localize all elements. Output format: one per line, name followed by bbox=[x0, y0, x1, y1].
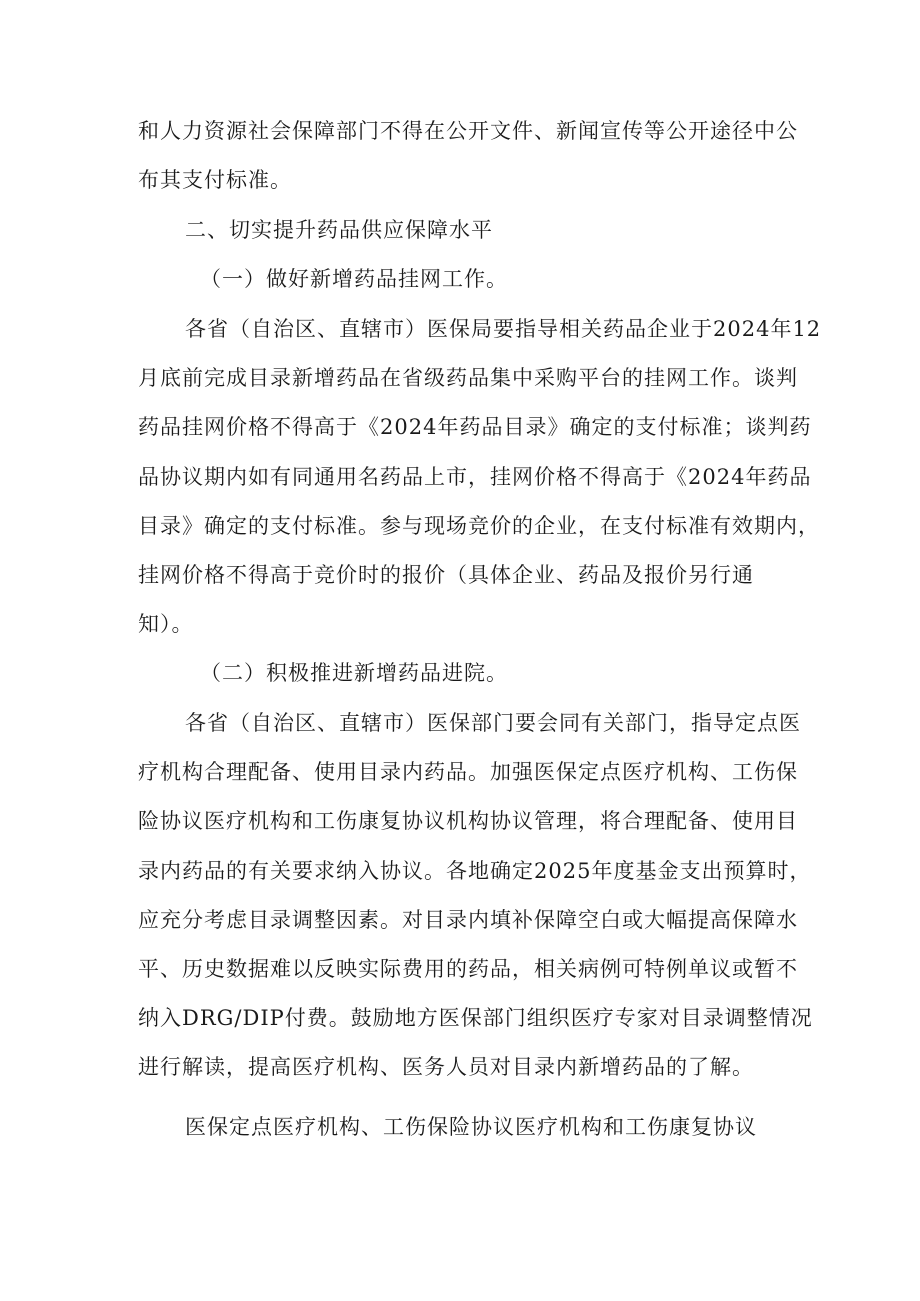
text-line: 进行解读，提高医疗机构、医务人员对目录内新增药品的了解。 bbox=[138, 1055, 754, 1079]
text-line: 疗机构合理配备、使用目录内药品。加强医保定点医疗机构、工伤保 bbox=[138, 760, 798, 784]
text-line: 各省（自治区、直辖市）医保部门要会同有关部门，指导定点医 bbox=[185, 711, 801, 735]
text-line: 挂网价格不得高于竞价时的报价（具体企业、药品及报价另行通 bbox=[138, 563, 754, 587]
text-line: 平、历史数据难以反映实际费用的药品，相关病例可特例单议或暂不 bbox=[138, 957, 798, 981]
text-line: 各省（自治区、直辖市）医保局要指导相关药品企业于2024年12 bbox=[185, 317, 822, 341]
subsection-heading: （一）做好新增药品挂网工作。 bbox=[200, 267, 508, 291]
text-line: 品协议期内如有同通用名药品上市，挂网价格不得高于《2024年药品 bbox=[138, 465, 812, 489]
text-line: 月底前完成目录新增药品在省级药品集中采购平台的挂网工作。谈判 bbox=[138, 366, 798, 390]
text-line: 纳入DRG/DIP付费。鼓励地方医保部门组织医疗专家对目录调整情况 bbox=[138, 1006, 813, 1030]
text-line: 目录》确定的支付标准。参与现场竞价的企业，在支付标准有效期内， bbox=[138, 514, 820, 538]
text-line: 药品挂网价格不得高于《2024年药品目录》确定的支付标准；谈判药 bbox=[138, 415, 812, 439]
text-line: 险协议医疗机构和工伤康复协议机构协议管理，将合理配备、使用目 bbox=[138, 809, 798, 833]
text-line: 医保定点医疗机构、工伤保险协议医疗机构和工伤康复协议 bbox=[185, 1115, 757, 1139]
text-line: 和人力资源社会保障部门不得在公开文件、新闻宣传等公开途径中公 bbox=[138, 119, 798, 143]
text-line: 布其支付标准。 bbox=[138, 168, 292, 192]
text-line: 知）。 bbox=[138, 612, 194, 636]
text-line: 应充分考虑目录调整因素。对目录内填补保障空白或大幅提高保障水 bbox=[138, 908, 798, 932]
text-line: 录内药品的有关要求纳入协议。各地确定2025年度基金支出预算时， bbox=[138, 859, 812, 883]
section-heading: 二、切实提升药品供应保障水平 bbox=[185, 218, 493, 242]
subsection-heading: （二）积极推进新增药品进院。 bbox=[200, 661, 508, 685]
